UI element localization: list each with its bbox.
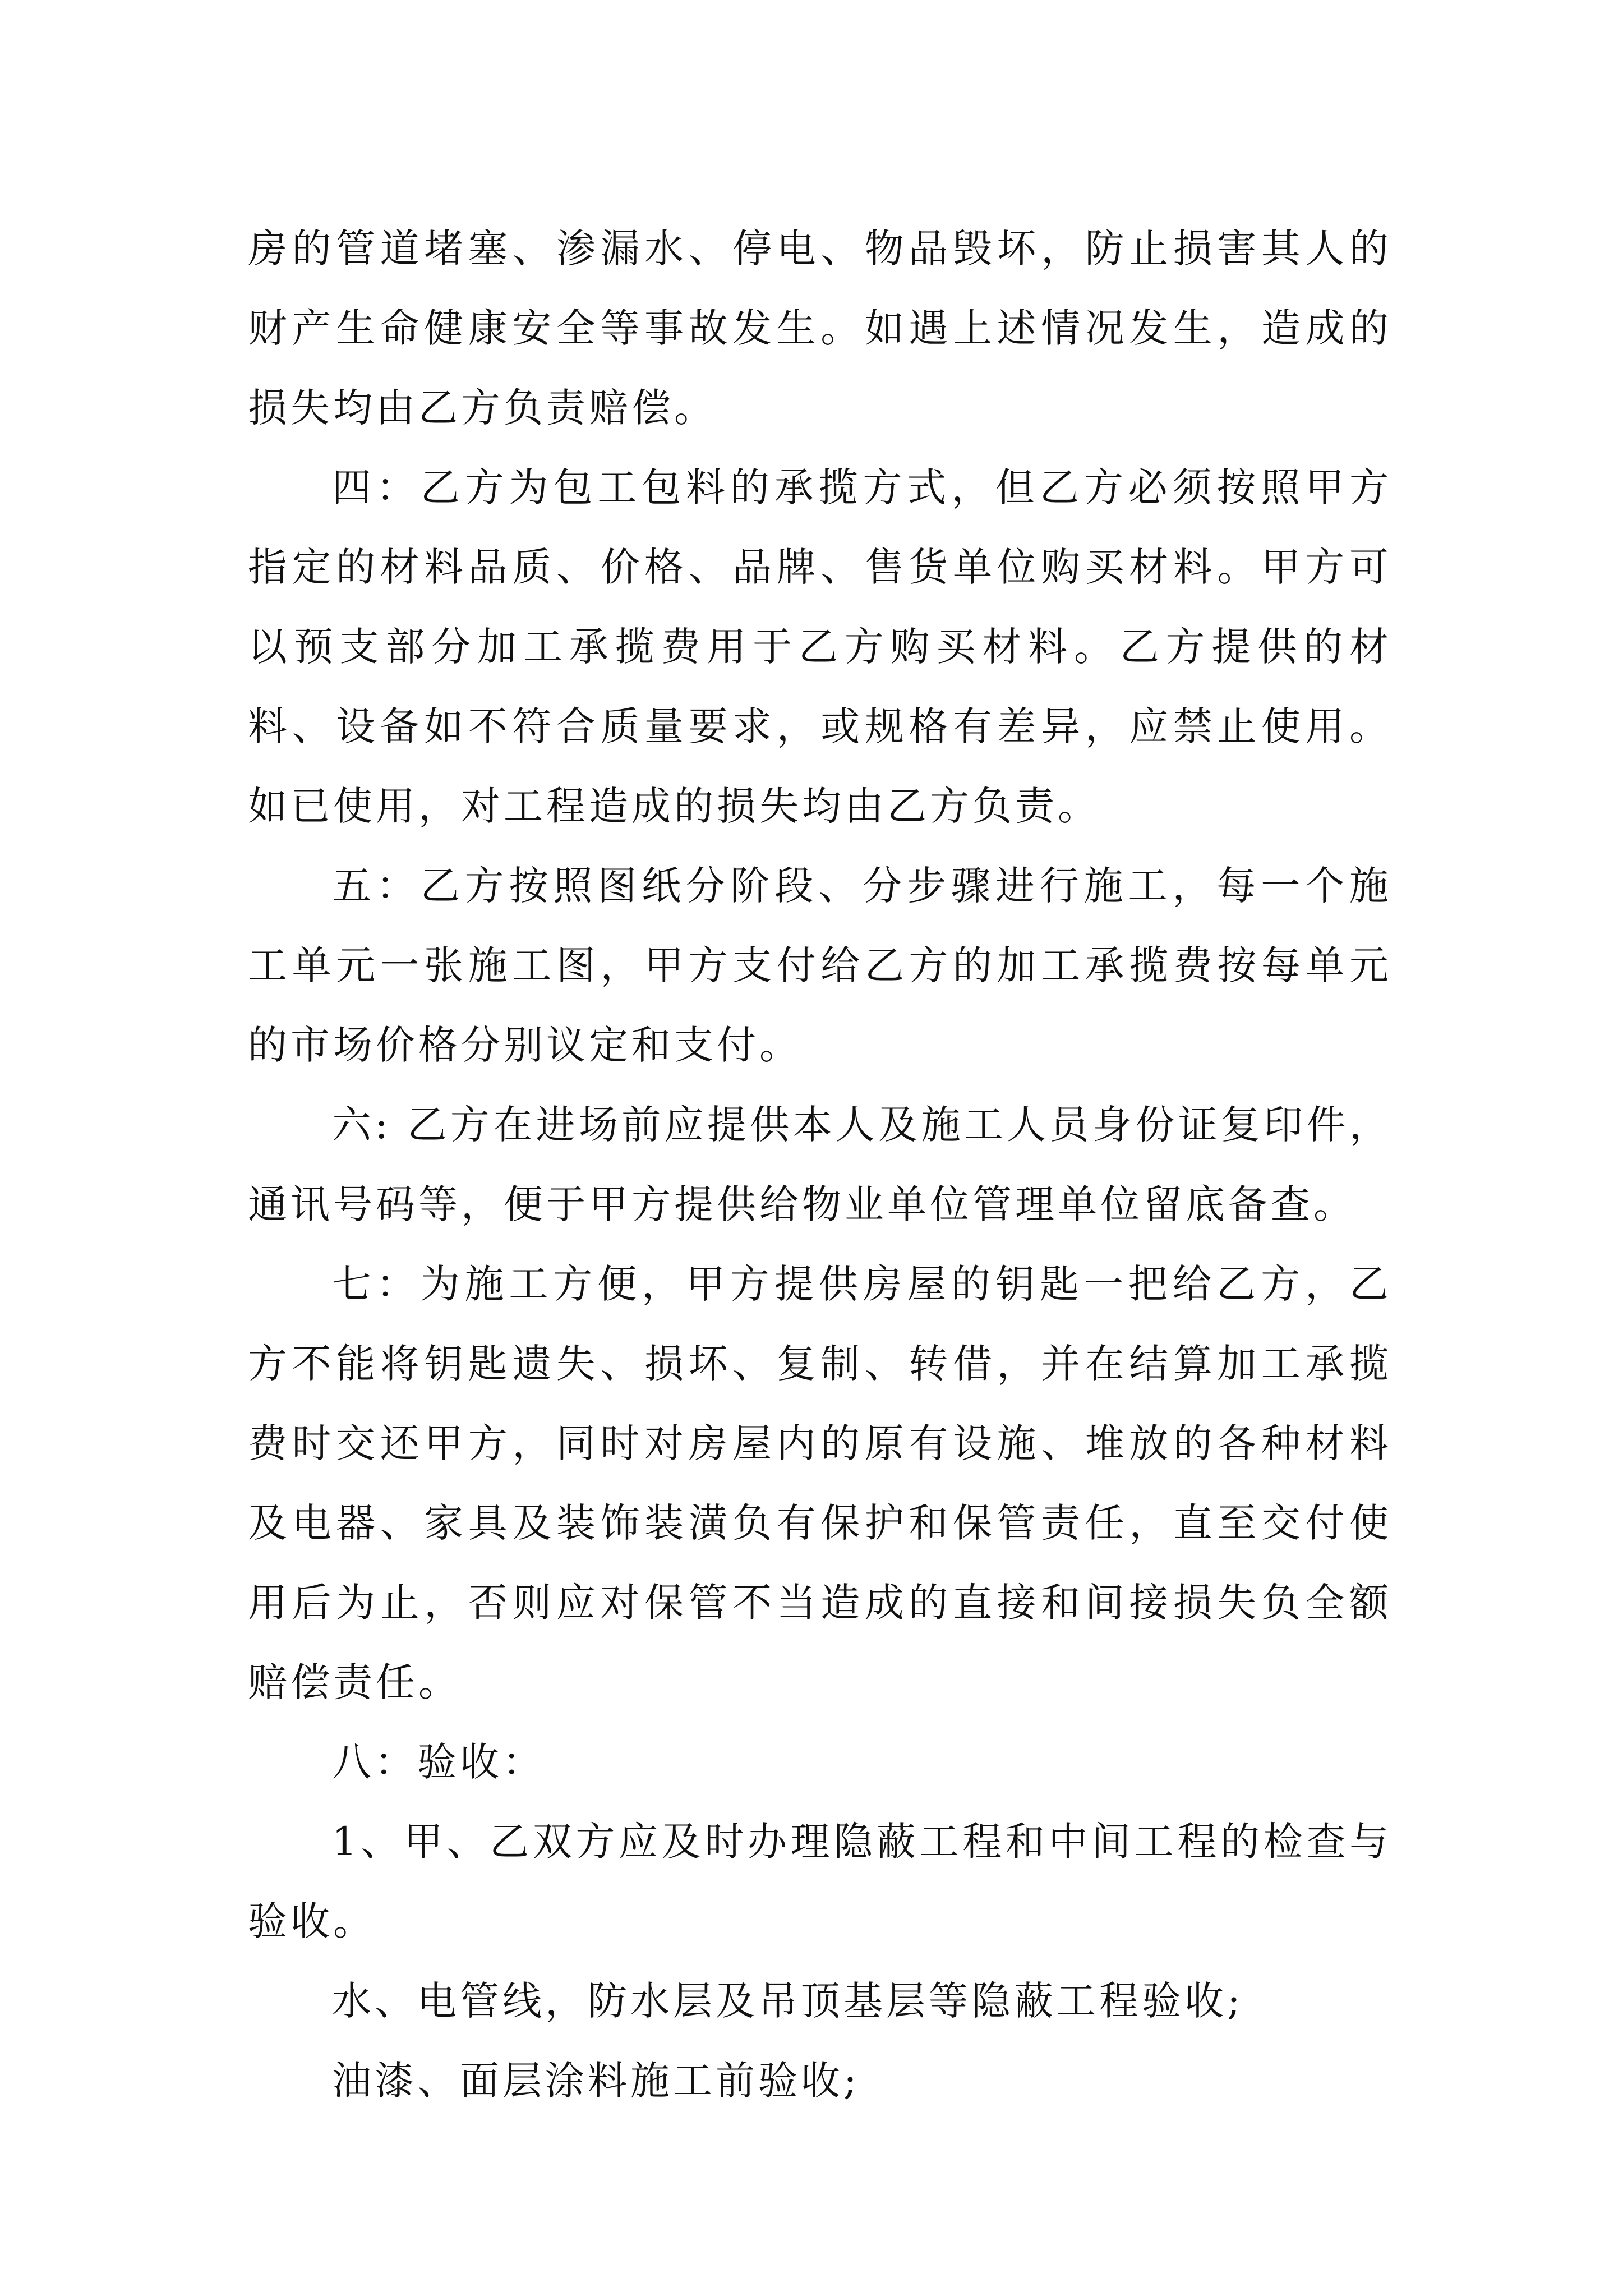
paragraph-clause-8-item-1: 1、甲、乙双方应及时办理隐蔽工程和中间工程的检查与验收。 xyxy=(248,1819,1392,1944)
paragraph-clause-7: 七：为施工方便，甲方提供房屋的钥匙一把给乙方，乙方不能将钥匙遗失、损坏、复制、转借，并在结算加工承揽费时交还甲方，同时对房屋内的原有设施、堆放的各种材料及电器、家具及装饰装潢负有保护和保管责任，直至交付使用后为止，否则应对保管不当造成的直接和间接损失负全额赔偿责任。 xyxy=(248,1261,1392,1705)
paragraph-clause-6: 六: 乙方在进场前应提供本人及施工人员身份证复印件，通讯号码等，便于甲方提供给物业单位管理单位留底备查。 xyxy=(248,1102,1392,1227)
paragraph-concealed-works: 水、电管线，防水层及吊顶基层等隐蔽工程验收; xyxy=(332,1978,1244,2024)
paragraph-clause-5: 五：乙方按照图纸分阶段、分步骤进行施工，每一个施工单元一张施工图，甲方支付给乙方的加工承揽费按每单元的市场价格分别议定和支付。 xyxy=(248,863,1392,1068)
paragraph-continuation: 房的管道堵塞、渗漏水、停电、物品毁坏，防止损害其人的财产生命健康安全等事故发生。如遇上述情况发生，造成的损失均由乙方负责赔偿。 xyxy=(248,226,1392,431)
document-body xyxy=(248,209,1392,2120)
paragraph-clause-8-heading: 八：验收： xyxy=(332,1739,545,1785)
paragraph-clause-4: 四：乙方为包工包料的承揽方式，但乙方必须按照甲方指定的材料品质、价格、品牌、售货单位购买材料。甲方可以预支部分加工承揽费用于乙方购买材料。乙方提供的材料、设备如不符合质量要求，或规格有差异，应禁止使用。如已使用，对工程造成的损失均由乙方负责。 xyxy=(248,464,1392,829)
paragraph-paint-acceptance: 油漆、面层涂料施工前验收; xyxy=(332,2058,860,2104)
